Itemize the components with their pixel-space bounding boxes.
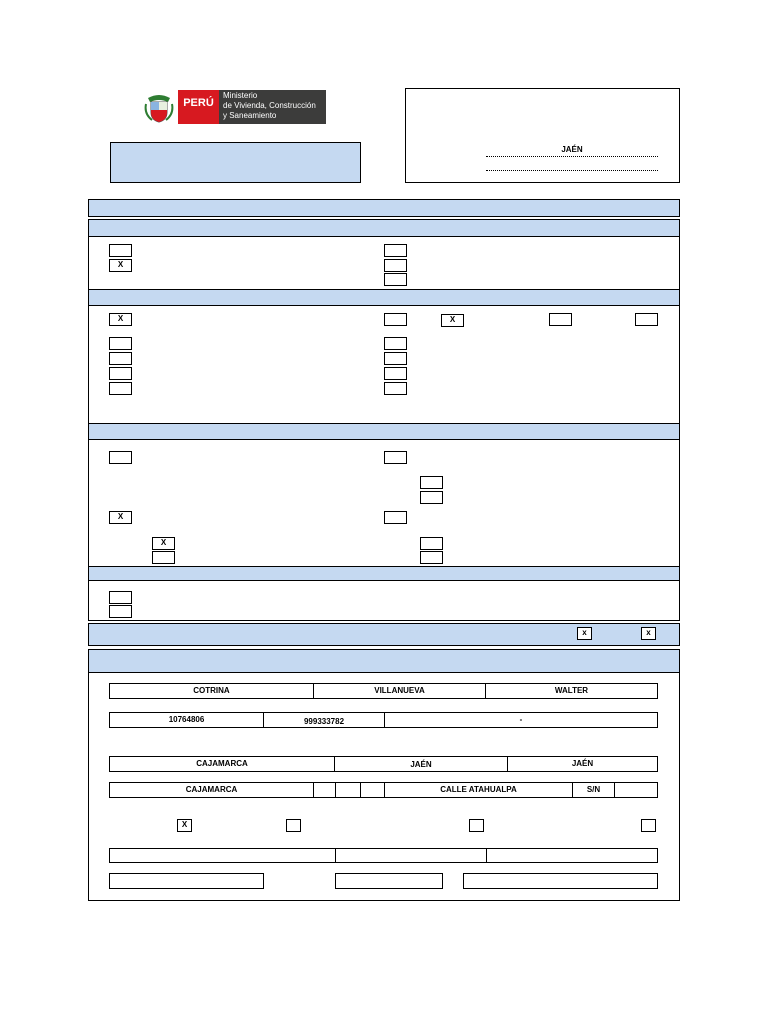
option-checkbox[interactable] <box>109 337 132 350</box>
option-checkbox-checked[interactable]: X <box>152 537 175 550</box>
blank-field[interactable] <box>109 873 264 889</box>
option-checkbox[interactable] <box>286 819 301 832</box>
address-cell[interactable] <box>360 782 385 798</box>
address-cell[interactable] <box>614 782 658 798</box>
option-checkbox[interactable] <box>384 337 407 350</box>
reception-line-1 <box>486 156 658 157</box>
option-checkbox[interactable] <box>384 259 407 272</box>
title-box <box>110 142 361 183</box>
logo-ministry-line1: Ministerio <box>223 91 258 100</box>
option-checkbox[interactable] <box>109 451 132 464</box>
blank-field[interactable] <box>335 848 487 863</box>
reception-location: JAÉN <box>561 145 583 154</box>
option-checkbox[interactable] <box>641 819 656 832</box>
option-checkbox[interactable] <box>635 313 658 326</box>
blank-field[interactable] <box>335 873 443 889</box>
urbanizacion-field[interactable]: CAJAMARCA <box>109 782 314 798</box>
option-checkbox-checked[interactable]: X <box>177 819 192 832</box>
section-1-bar <box>88 219 680 237</box>
via-field[interactable]: CALLE ATAHUALPA <box>384 782 573 798</box>
telefono-field[interactable]: 999333782 <box>263 712 385 728</box>
numero-field[interactable]: S/N <box>572 782 615 798</box>
option-checkbox[interactable] <box>109 382 132 395</box>
option-checkbox[interactable] <box>384 313 407 326</box>
option-checkbox[interactable] <box>384 451 407 464</box>
option-checkbox[interactable] <box>420 491 443 504</box>
nombres-field[interactable]: WALTER <box>485 683 658 699</box>
option-checkbox-checked[interactable]: x <box>641 627 656 640</box>
option-checkbox[interactable] <box>109 367 132 380</box>
option-checkbox[interactable] <box>384 273 407 286</box>
coat-of-arms-icon <box>144 92 174 124</box>
departamento-field[interactable]: CAJAMARCA <box>109 756 335 772</box>
reception-line-2 <box>486 170 658 171</box>
option-checkbox[interactable] <box>384 511 407 524</box>
blank-field[interactable] <box>486 848 658 863</box>
logo-ministry-line3: y Saneamiento <box>223 111 277 120</box>
reception-box <box>405 88 680 183</box>
option-checkbox-checked[interactable]: X <box>441 314 464 327</box>
logo-country: PERÚ <box>183 97 214 109</box>
apellido-paterno-field[interactable]: COTRINA <box>109 683 314 699</box>
option-checkbox[interactable] <box>420 476 443 489</box>
option-checkbox-checked[interactable]: X <box>109 313 132 326</box>
option-checkbox[interactable] <box>384 352 407 365</box>
section-6-bar <box>88 649 680 673</box>
option-checkbox[interactable] <box>152 551 175 564</box>
form-title-bar <box>88 199 680 217</box>
section-4-body <box>88 580 680 621</box>
option-checkbox[interactable] <box>384 382 407 395</box>
blank-field[interactable] <box>463 873 658 889</box>
option-checkbox[interactable] <box>109 352 132 365</box>
blank-field[interactable] <box>109 848 336 863</box>
distrito-field[interactable]: JAÉN <box>507 756 658 772</box>
section-2-bar <box>88 289 680 306</box>
email-field[interactable]: - <box>384 712 658 728</box>
option-checkbox[interactable] <box>109 591 132 604</box>
option-checkbox-checked[interactable]: x <box>577 627 592 640</box>
logo-ministry-line2: de Vivienda, Construcción <box>223 101 316 110</box>
option-checkbox[interactable] <box>549 313 572 326</box>
provincia-field[interactable]: JAÉN <box>334 756 508 772</box>
option-checkbox[interactable] <box>469 819 484 832</box>
option-checkbox[interactable] <box>420 551 443 564</box>
dni-field[interactable]: 10764806 <box>109 712 264 728</box>
option-checkbox-checked[interactable]: X <box>109 511 132 524</box>
address-cell[interactable] <box>313 782 336 798</box>
option-checkbox-checked[interactable]: X <box>109 259 132 272</box>
option-checkbox[interactable] <box>109 244 132 257</box>
section-4-bar <box>88 566 680 581</box>
option-checkbox[interactable] <box>420 537 443 550</box>
option-checkbox[interactable] <box>384 367 407 380</box>
address-cell[interactable] <box>335 782 361 798</box>
apellido-materno-field[interactable]: VILLANUEVA <box>313 683 486 699</box>
option-checkbox[interactable] <box>384 244 407 257</box>
option-checkbox[interactable] <box>109 605 132 618</box>
section-3-bar <box>88 423 680 440</box>
